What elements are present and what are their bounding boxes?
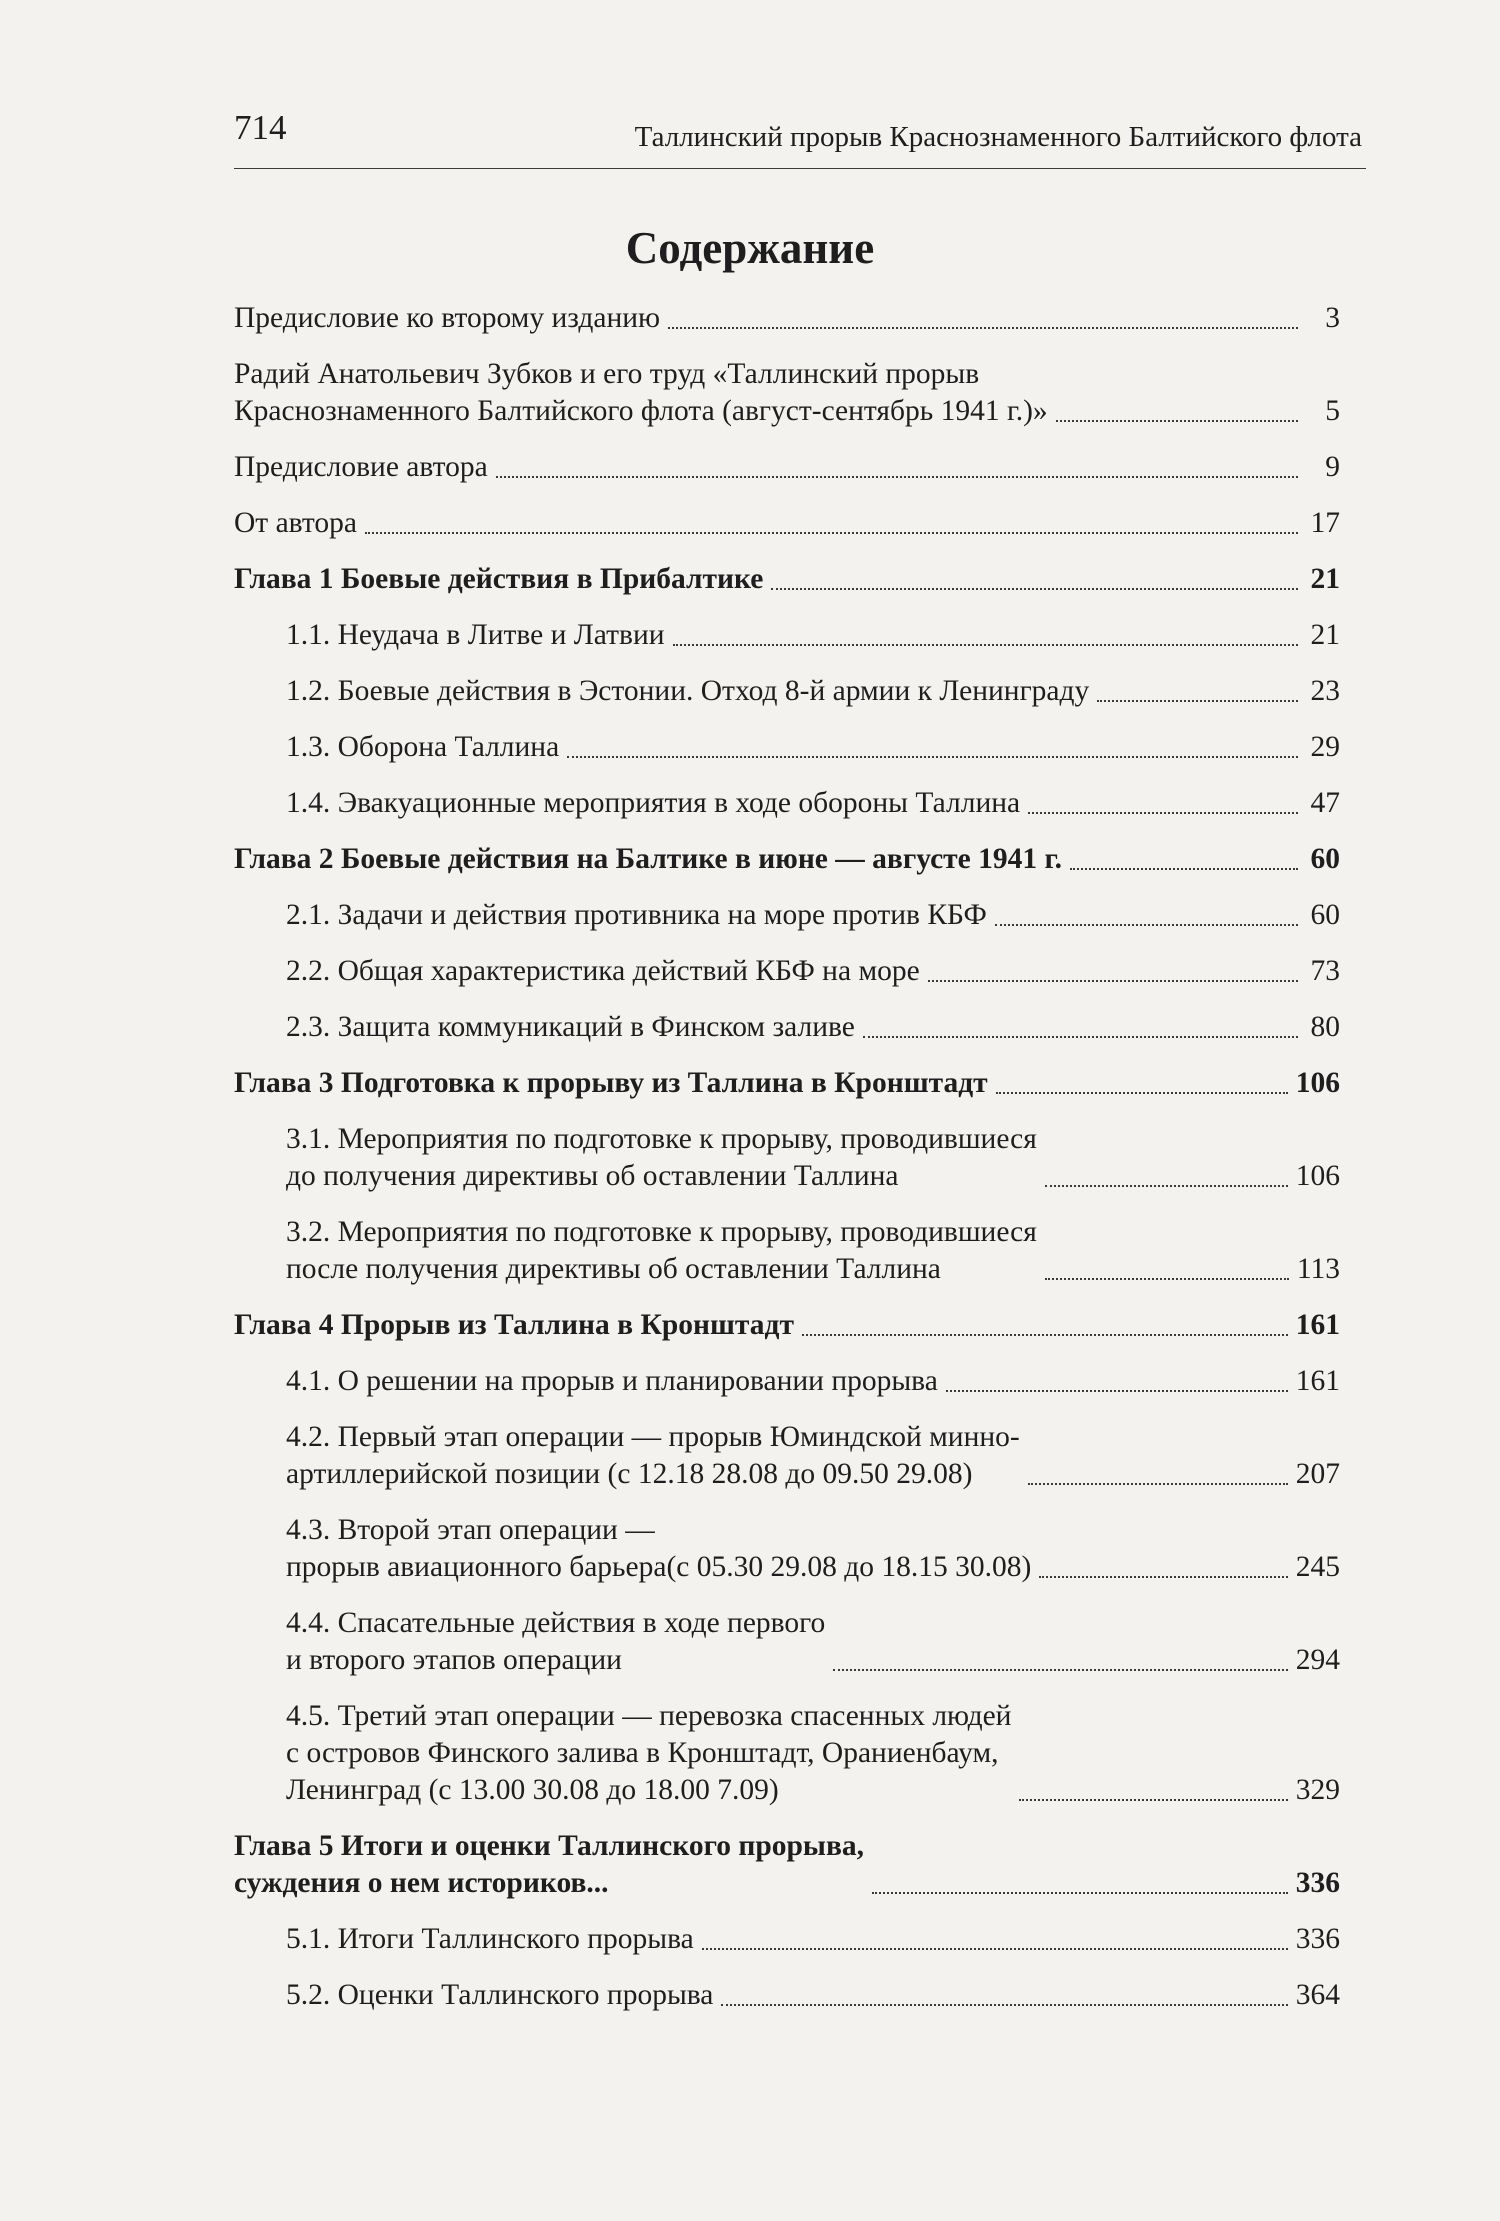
dot-leader — [1056, 420, 1298, 422]
toc-entry-page: 5 — [1325, 395, 1340, 427]
toc-entry-page: 245 — [1295, 1551, 1340, 1583]
toc-entry — [234, 1605, 1340, 1679]
toc-entry — [234, 1363, 1340, 1400]
running-title: Таллинский прорыв Краснознаменного Балтийского флота — [634, 121, 1362, 153]
toc-entry-page: 60 — [1310, 899, 1340, 931]
toc-entry-title: 1.3. Оборона Таллина — [286, 731, 560, 763]
toc-entry-page: 364 — [1295, 1979, 1340, 2011]
toc-chapter-entry — [234, 1828, 1340, 1902]
toc-entry-title: 1.1. Неудача в Литве и Латвии — [286, 619, 665, 651]
toc-entry-page: 73 — [1310, 955, 1340, 987]
toc-entry-page: 106 — [1295, 1067, 1340, 1099]
toc-entry-title: 2.2. Общая характеристика действий КБФ на море — [286, 955, 920, 987]
toc-entry-title: 2.3. Защита коммуникаций в Финском заливе — [286, 1011, 855, 1043]
dot-leader — [567, 756, 1298, 758]
toc-entry — [234, 953, 1340, 990]
toc-entry — [234, 1214, 1340, 1288]
toc-entry-title: 5.2. Оценки Таллинского прорыва — [286, 1979, 714, 2011]
dot-leader — [996, 1092, 1288, 1094]
toc-entry — [234, 449, 1340, 486]
toc-entry-title: 4.2. Первый этап операции — прорыв Юминдской минно- артиллерийской позиции (с 12.18 28.08 до 09.50 29.08) — [286, 1421, 1020, 1490]
toc-entry-title: 2.1. Задачи и действия противника на море против КБФ — [286, 899, 987, 931]
dot-leader — [1045, 1185, 1288, 1187]
toc-entry-title: Глава 3 Подготовка к прорыву из Таллина в Кронштадт — [234, 1067, 988, 1099]
toc-entry — [234, 617, 1340, 654]
toc-entry — [234, 1512, 1340, 1586]
toc-entry-page: 294 — [1295, 1644, 1340, 1676]
toc-chapter-entry — [234, 1065, 1340, 1102]
toc-entry-page: 329 — [1295, 1774, 1340, 1806]
dot-leader — [1028, 812, 1298, 814]
toc-entry-title: 4.3. Второй этап операции — прорыв авиационного барьера(с 05.30 29.08 до 18.15 30.08) — [286, 1514, 1032, 1583]
dot-leader — [1028, 1483, 1288, 1485]
toc-chapter-entry — [234, 1307, 1340, 1344]
toc-entry-title: 5.1. Итоги Таллинского прорыва — [286, 1923, 694, 1955]
toc-entry-title: Глава 2 Боевые действия на Балтике в июне — августе 1941 г. — [234, 843, 1062, 875]
toc-entry-page: 21 — [1310, 563, 1340, 595]
dot-leader — [365, 532, 1298, 534]
toc-entry-page: 3 — [1325, 302, 1340, 334]
dot-leader — [771, 588, 1298, 590]
toc-entry-page: 80 — [1310, 1011, 1340, 1043]
dot-leader — [928, 980, 1298, 982]
dot-leader — [833, 1669, 1287, 1671]
dot-leader — [496, 476, 1298, 478]
toc-entry-page: 106 — [1295, 1160, 1340, 1192]
dot-leader — [802, 1334, 1288, 1336]
dot-leader — [863, 1036, 1298, 1038]
toc-entry — [234, 505, 1340, 542]
toc-entry-title: 4.1. О решении на прорыв и планировании прорыва — [286, 1365, 938, 1397]
toc-entry-title: От автора — [234, 507, 357, 539]
toc-entry — [234, 673, 1340, 710]
toc-entry-title: 4.5. Третий этап операции — перевозка спасенных людей с островов Финского залива в Кронштадт, Ораниенбаум, Ленинград (с 13.00 30.08 до 18.00 7.09) — [286, 1700, 1012, 1806]
toc-entry-title: Глава 5 Итоги и оценки Таллинского прорыва, суждения о нем историков... — [234, 1830, 865, 1899]
page-number: 714 — [234, 108, 287, 147]
toc-entry-title: Радий Анатольевич Зубков и его труд «Таллинский прорыв Краснознаменного Балтийского флота (август-сентябрь 1941 г.)» — [234, 358, 1048, 427]
toc-entry-page: 21 — [1310, 619, 1340, 651]
toc-entry-title: Предисловие ко второму изданию — [234, 302, 661, 334]
toc-entry — [234, 1121, 1340, 1195]
toc-entry-title: 4.4. Спасательные действия в ходе первого и второго этапов операции — [286, 1607, 826, 1676]
running-head — [234, 108, 1366, 169]
toc-chapter-entry — [234, 841, 1340, 878]
toc-entry-page: 23 — [1310, 675, 1340, 707]
dot-leader — [1097, 700, 1298, 702]
dot-leader — [702, 1948, 1288, 1950]
toc-entry-page: 207 — [1295, 1458, 1340, 1490]
toc-entry-page: 113 — [1296, 1253, 1340, 1285]
dot-leader — [1070, 868, 1298, 870]
toc-entry-page: 47 — [1310, 787, 1340, 819]
toc-entry-title: 1.4. Эвакуационные мероприятия в ходе обороны Таллина — [286, 787, 1021, 819]
toc-heading: Содержание — [625, 223, 875, 273]
toc-entry-page: 17 — [1310, 507, 1340, 539]
dot-leader — [1039, 1576, 1287, 1578]
dot-leader — [872, 1892, 1288, 1894]
toc-entry — [234, 1009, 1340, 1046]
toc-entry-title: Глава 4 Прорыв из Таллина в Кронштадт — [234, 1309, 794, 1341]
toc-entry-page: 60 — [1310, 843, 1340, 875]
dot-leader — [1045, 1278, 1289, 1280]
toc-entry-title: Глава 1 Боевые действия в Прибалтике — [234, 563, 764, 595]
toc-entry — [234, 1698, 1340, 1809]
toc-entry — [234, 1921, 1340, 1958]
toc-entry-page: 161 — [1295, 1365, 1340, 1397]
dot-leader — [1019, 1799, 1287, 1801]
toc-entry — [234, 897, 1340, 934]
toc-entry-title: 3.2. Мероприятия по подготовке к прорыву, проводившиеся после получения директивы об оставлении Таллина — [286, 1216, 1037, 1285]
dot-leader — [995, 924, 1298, 926]
toc-entry-title: 3.1. Мероприятия по подготовке к прорыву, проводившиеся до получения директивы об оставлении Таллина — [286, 1123, 1037, 1192]
dot-leader — [721, 2004, 1287, 2006]
toc-entry-page: 9 — [1325, 451, 1340, 483]
toc-chapter-entry — [234, 561, 1340, 598]
toc-entry-title: Предисловие автора — [234, 451, 488, 483]
dot-leader — [668, 327, 1298, 329]
toc-entry — [234, 1977, 1340, 2014]
toc-entry — [234, 300, 1340, 337]
dot-leader — [946, 1390, 1288, 1392]
toc-entry-page: 29 — [1310, 731, 1340, 763]
toc-entry-page: 161 — [1295, 1309, 1340, 1341]
toc-entry-page: 336 — [1295, 1923, 1340, 1955]
toc-entry-title: 1.2. Боевые действия в Эстонии. Отход 8-й армии к Ленинграду — [286, 675, 1090, 707]
toc-entry — [234, 356, 1340, 430]
table-of-contents — [234, 300, 1340, 2033]
dot-leader — [673, 644, 1298, 646]
toc-entry-page: 336 — [1295, 1867, 1340, 1899]
toc-entry — [234, 785, 1340, 822]
toc-entry — [234, 729, 1340, 766]
toc-entry — [234, 1419, 1340, 1493]
